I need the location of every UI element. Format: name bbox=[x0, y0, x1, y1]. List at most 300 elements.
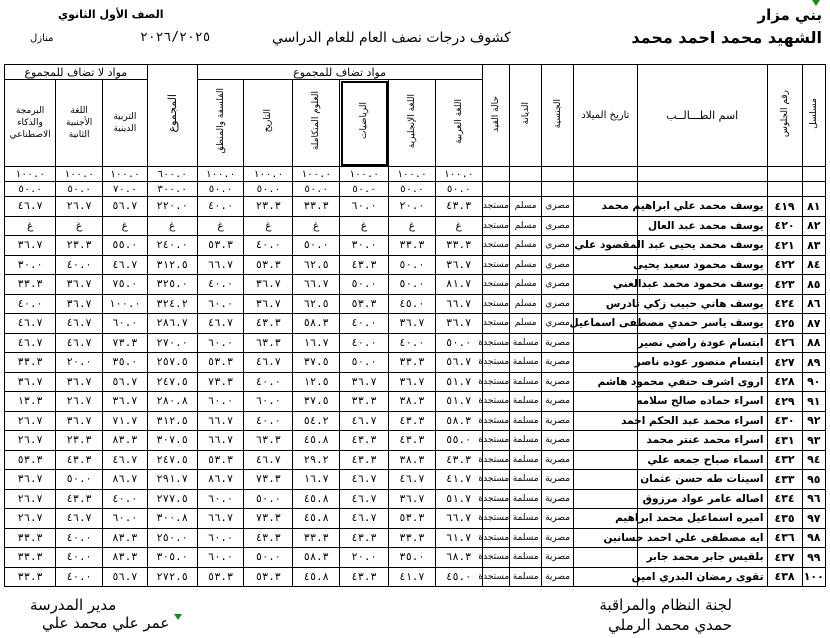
grade-cell: ٨٦.٧ bbox=[197, 470, 244, 490]
student-name-cell: اروى اشرف حنفي محمود هاشم bbox=[637, 372, 767, 392]
grade-cell: ٧٥.٠ bbox=[103, 275, 148, 295]
grade-cell: ١٦.٧ bbox=[293, 470, 340, 490]
grade-cell: ٥٣.٣ bbox=[244, 255, 293, 275]
table-row[interactable] bbox=[5, 353, 826, 373]
birth-date-cell bbox=[574, 567, 638, 587]
grade-cell: ٣٣.٣ bbox=[5, 567, 56, 587]
seat-number-cell: ٤٢٥ bbox=[767, 314, 802, 334]
grade-cell: ٤٠.٠ bbox=[197, 197, 244, 217]
grade-cell: ٦٦.٧ bbox=[293, 275, 340, 295]
grade-cell: ٦٣.٣ bbox=[244, 333, 293, 353]
max-mark-cell: ١٠٠.٠ bbox=[5, 167, 56, 182]
grade-cell: ٦٠.٠ bbox=[197, 333, 244, 353]
grade-cell: ٣٠.٠ bbox=[5, 255, 56, 275]
grade-cell: ٥٦.٧ bbox=[103, 567, 148, 587]
group-added-subjects: مواد تضاف للمجموع bbox=[197, 65, 482, 80]
birth-date-cell bbox=[574, 431, 638, 451]
status-cell: مستجد bbox=[482, 236, 510, 256]
grade-cell: ٥٥.٠ bbox=[435, 431, 482, 451]
grade-cell: ٥٨.٣ bbox=[435, 411, 482, 431]
grade-cell: ٣٣.٣ bbox=[340, 392, 389, 412]
student-name-cell: اسماء صباح جمعه علي bbox=[637, 450, 767, 470]
grade-cell: ٤٣.٣ bbox=[340, 431, 389, 451]
grade-cell: ٣١٢.٥ bbox=[147, 411, 197, 431]
serial-cell: ٨٧ bbox=[802, 314, 825, 334]
nationality-cell: مصري bbox=[542, 294, 574, 314]
student-name-cell: اسينات طه حسن عثمان bbox=[637, 470, 767, 490]
grade-cell: ٣٦.٧ bbox=[435, 314, 482, 334]
min-mark-cell: ٥٠.٠ bbox=[389, 182, 436, 197]
table-row[interactable] bbox=[5, 431, 826, 451]
grade-cell: ٣٠٧.٥ bbox=[147, 431, 197, 451]
grade-cell: غ bbox=[244, 216, 293, 236]
student-name-cell: اسراء محمد عنتر محمد bbox=[637, 431, 767, 451]
min-mark-cell: ٥٠.٠ bbox=[293, 182, 340, 197]
grade-cell: ٤٥.٠ bbox=[389, 294, 436, 314]
grade-cell: ٦٠.٠ bbox=[103, 314, 148, 334]
religion-cell: مسلمة bbox=[510, 372, 542, 392]
grade-cell: غ bbox=[435, 216, 482, 236]
grade-cell: ٦٠.٠ bbox=[340, 197, 389, 217]
birth-date-cell bbox=[574, 450, 638, 470]
grade-cell: ٧٣.٣ bbox=[244, 509, 293, 529]
grade-cell: ٥٠.٠ bbox=[244, 489, 293, 509]
min-mark-cell: ٧٠.٠ bbox=[103, 182, 148, 197]
nationality-cell: مصرية bbox=[542, 548, 574, 568]
seat-number-cell: ٤٢٨ bbox=[767, 372, 802, 392]
nationality-cell: مصرية bbox=[542, 392, 574, 412]
grade-cell: ٦٠.٠ bbox=[197, 489, 244, 509]
grade-cell: ٢٣.٣ bbox=[56, 236, 103, 256]
report-year: ٢٠٢٦/٢٠٢٥ bbox=[140, 30, 211, 45]
grade-cell: ٣٠٥.٠ bbox=[147, 548, 197, 568]
religion-cell: مسلمة bbox=[510, 392, 542, 412]
grade-cell: ٦٦.٧ bbox=[197, 255, 244, 275]
grade-cell: ٤٠.٠ bbox=[56, 528, 103, 548]
grade-cell: ٦٨.٣ bbox=[435, 548, 482, 568]
grade-cell: ٣٦.٧ bbox=[435, 255, 482, 275]
serial-cell: ٨٥ bbox=[802, 275, 825, 295]
seat-number-cell: ٤٣١ bbox=[767, 431, 802, 451]
col-birth-date: تاريخ الميلاد bbox=[574, 65, 638, 167]
grade-cell: ٢٦.٧ bbox=[5, 411, 56, 431]
grade-cell: ٤٥.٨ bbox=[293, 489, 340, 509]
grade-cell: ٢٦.٧ bbox=[5, 509, 56, 529]
grade-cell: ٤٠.٠ bbox=[103, 489, 148, 509]
grade-cell: ٣٦.٧ bbox=[5, 236, 56, 256]
nationality-cell: مصرية bbox=[542, 333, 574, 353]
grade-cell: ٤٣.٣ bbox=[340, 255, 389, 275]
grade-cell: غ bbox=[147, 216, 197, 236]
grade-cell: ٣١٢.٥ bbox=[147, 255, 197, 275]
grade-cell: ٧٣.٣ bbox=[197, 372, 244, 392]
nationality-cell: مصرية bbox=[542, 509, 574, 529]
religion-cell: مسلمة bbox=[510, 489, 542, 509]
empty-cell bbox=[542, 167, 574, 182]
grade-level: الصف الأول الثانوي bbox=[58, 8, 164, 21]
empty-cell bbox=[767, 167, 802, 182]
table-row[interactable] bbox=[5, 411, 826, 431]
col-programming-ai: البرمجة والذكاء الاصطناعي bbox=[5, 80, 56, 167]
grade-cell: ٢٦.٧ bbox=[5, 431, 56, 451]
serial-cell: ٩٠ bbox=[802, 372, 825, 392]
nationality-cell: مصرية bbox=[542, 353, 574, 373]
grade-cell: ٤٣.٣ bbox=[340, 528, 389, 548]
nationality-cell: مصري bbox=[542, 197, 574, 217]
table-row[interactable] bbox=[5, 333, 826, 353]
student-name-cell: اصاله عامر عواد مرزوق bbox=[637, 489, 767, 509]
student-name-cell: يوسف محمود سعيد يحيى bbox=[637, 255, 767, 275]
grade-cell: ٨٣.٣ bbox=[103, 548, 148, 568]
grade-cell: ١٢.٥ bbox=[293, 372, 340, 392]
grade-cell: ٢٦.٧ bbox=[56, 392, 103, 412]
birth-date-cell bbox=[574, 489, 638, 509]
grade-cell: ٥٦.٧ bbox=[103, 372, 148, 392]
status-cell: مستجدة bbox=[482, 392, 510, 412]
min-mark-cell: ٥٠.٠ bbox=[340, 182, 389, 197]
nationality-cell: مصرية bbox=[542, 450, 574, 470]
col-religious-ed: التربية الدينية bbox=[103, 80, 148, 167]
grade-cell: ٤٣.٣ bbox=[389, 431, 436, 451]
seat-number-cell: ٤٣٣ bbox=[767, 470, 802, 490]
grade-cell: ٧٣.٣ bbox=[244, 470, 293, 490]
grade-cell: ٦١.٧ bbox=[435, 528, 482, 548]
grade-cell: ٤٠.٠ bbox=[389, 333, 436, 353]
grade-cell: ٦٠.٠ bbox=[197, 548, 244, 568]
max-mark-cell: ١٠٠.٠ bbox=[340, 167, 389, 182]
grade-cell: ٦٢.٥ bbox=[293, 294, 340, 314]
col-seat-number: رقم الجلوس bbox=[767, 65, 802, 167]
grade-cell: ٥٠.٠ bbox=[340, 353, 389, 373]
birth-date-cell bbox=[574, 392, 638, 412]
table-row[interactable] bbox=[5, 509, 826, 529]
grade-cell: ٨١.٧ bbox=[435, 275, 482, 295]
empty-cell bbox=[574, 167, 638, 182]
birth-date-cell bbox=[574, 470, 638, 490]
nationality-cell: مصرية bbox=[542, 528, 574, 548]
seat-number-cell: ٤٢٩ bbox=[767, 392, 802, 412]
grade-cell: غ bbox=[389, 216, 436, 236]
grade-cell: ٣٦.٧ bbox=[340, 372, 389, 392]
grade-cell: ٤٣.٣ bbox=[56, 489, 103, 509]
col-religion: الديانة bbox=[510, 65, 542, 167]
grade-cell: ٤٣.٣ bbox=[389, 411, 436, 431]
grade-cell: ٣٦.٧ bbox=[5, 372, 56, 392]
grade-cell: ٧١.٧ bbox=[103, 411, 148, 431]
min-mark-cell: ٥٠.٠ bbox=[56, 182, 103, 197]
min-mark-cell: ٣٠٠.٠ bbox=[147, 182, 197, 197]
religion-cell: مسلم bbox=[510, 197, 542, 217]
grade-cell: ٢٠.٠ bbox=[389, 197, 436, 217]
grade-cell: ٥٠.٠ bbox=[389, 275, 436, 295]
empty-cell bbox=[637, 182, 767, 197]
table-row[interactable] bbox=[5, 450, 826, 470]
table-row[interactable] bbox=[5, 372, 826, 392]
status-cell: مستجدة bbox=[482, 353, 510, 373]
committee-title: لجنة النظام والمراقبة bbox=[599, 596, 732, 614]
grade-cell: ٢٣.٣ bbox=[56, 431, 103, 451]
grade-cell: ٣٣.٣ bbox=[389, 236, 436, 256]
status-cell: مستجد bbox=[482, 216, 510, 236]
grade-cell: ٦٢.٥ bbox=[293, 255, 340, 275]
grade-cell: ٥٣.٣ bbox=[340, 294, 389, 314]
grade-cell: ٤٦.٧ bbox=[340, 470, 389, 490]
grade-cell: ٤٠.٠ bbox=[244, 372, 293, 392]
nationality-cell: مصرية bbox=[542, 489, 574, 509]
col-serial: مسلسل bbox=[802, 65, 825, 167]
grade-cell: ٢٧٠.٠ bbox=[147, 333, 197, 353]
serial-cell: ١٠٠ bbox=[802, 567, 825, 587]
col-english: اللغة الإنجليزية bbox=[389, 80, 436, 167]
empty-cell bbox=[767, 182, 802, 197]
serial-cell: ٨١ bbox=[802, 197, 825, 217]
grade-cell: ٢٧٧.٥ bbox=[147, 489, 197, 509]
grade-cell: ١٣.٣ bbox=[5, 392, 56, 412]
principal-name: عمر علي محمد علي bbox=[42, 614, 170, 632]
serial-cell: ٨٣ bbox=[802, 236, 825, 256]
report-title: كشوف درجات نصف العام للعام الدراسي bbox=[272, 30, 511, 46]
table-row[interactable] bbox=[5, 255, 826, 275]
grade-cell: ٤٣.٣ bbox=[435, 197, 482, 217]
col-philosophy: الفلسفة والمنطق bbox=[197, 80, 244, 167]
grade-cell: ٤٦.٧ bbox=[56, 509, 103, 529]
grade-cell: ٣٦.٧ bbox=[244, 294, 293, 314]
grade-cell: ٥٠.٠ bbox=[340, 275, 389, 295]
grade-cell: ٣٨.٣ bbox=[389, 450, 436, 470]
grade-cell: ٥٠.٠ bbox=[435, 333, 482, 353]
table-row[interactable] bbox=[5, 567, 826, 587]
grade-cell: ٦٣.٣ bbox=[244, 431, 293, 451]
grade-cell: ٦٠.٠ bbox=[197, 392, 244, 412]
student-name-cell: يوسف ياسر حمدي مصطفى اسماعيل bbox=[637, 314, 767, 334]
serial-cell: ٩١ bbox=[802, 392, 825, 412]
grade-cell: ٥٤.٢ bbox=[293, 411, 340, 431]
grade-cell: ٣٠.٠ bbox=[340, 236, 389, 256]
grade-cell: ٧٣.٣ bbox=[103, 333, 148, 353]
max-mark-cell: ١٠٠.٠ bbox=[197, 167, 244, 182]
status-cell: مستجدة bbox=[482, 528, 510, 548]
table-row[interactable] bbox=[5, 392, 826, 412]
birth-date-cell bbox=[574, 216, 638, 236]
grade-cell: ٤٦.٧ bbox=[340, 509, 389, 529]
nationality-cell: مصري bbox=[542, 314, 574, 334]
grade-cell: ٤١.٧ bbox=[435, 470, 482, 490]
grade-cell: ٢٦.٧ bbox=[5, 489, 56, 509]
min-marks-row bbox=[5, 182, 826, 197]
max-mark-cell: ١٠٠.٠ bbox=[103, 167, 148, 182]
grade-cell: ٣٣.٣ bbox=[5, 548, 56, 568]
min-mark-cell: ٥٠.٠ bbox=[5, 182, 56, 197]
status-cell: مستجدة bbox=[482, 509, 510, 529]
min-mark-cell: ٥٠.٠ bbox=[435, 182, 482, 197]
col-science: العلوم المتكاملة bbox=[293, 80, 340, 167]
table-row[interactable] bbox=[5, 528, 826, 548]
seat-number-cell: ٤١٩ bbox=[767, 197, 802, 217]
table-row[interactable] bbox=[5, 470, 826, 490]
grade-cell: ٣٦.٧ bbox=[389, 372, 436, 392]
grade-cell: ٤٠.٠ bbox=[244, 236, 293, 256]
grade-cell: ٤٦.٧ bbox=[5, 197, 56, 217]
student-name-cell: ابتسام عودة راضي نصير bbox=[637, 333, 767, 353]
nationality-cell: مصرية bbox=[542, 567, 574, 587]
religion-cell: مسلمة bbox=[510, 509, 542, 529]
col-enrollment-status: حالة القيد bbox=[482, 65, 510, 167]
grade-cell: ٤٦.٧ bbox=[197, 314, 244, 334]
grade-cell: ٦٠.٠ bbox=[197, 294, 244, 314]
table-row[interactable] bbox=[5, 294, 826, 314]
grade-cell: ٢٩١.٧ bbox=[147, 470, 197, 490]
seat-number-cell: ٤٢٤ bbox=[767, 294, 802, 314]
grade-cell: ٤٠.٠ bbox=[244, 411, 293, 431]
grade-cell: ٤٣.٣ bbox=[340, 567, 389, 587]
max-mark-cell: ٦٠٠.٠ bbox=[147, 167, 197, 182]
grade-cell: ٥٣.٣ bbox=[197, 353, 244, 373]
student-name-cell: يوسف محمود محمد عبدالغني bbox=[637, 275, 767, 295]
table-row[interactable] bbox=[5, 489, 826, 509]
committee-name: حمدي محمد الرملي bbox=[608, 616, 732, 634]
grade-cell: ٣٣.٣ bbox=[5, 353, 56, 373]
seat-number-cell: ٤٣٠ bbox=[767, 411, 802, 431]
empty-cell bbox=[542, 182, 574, 197]
col-student-name: اسم الطـــالــب bbox=[637, 65, 767, 167]
grade-cell: ٥٣.٣ bbox=[197, 450, 244, 470]
empty-cell bbox=[482, 182, 510, 197]
grade-cell: ٨٣.٣ bbox=[103, 528, 148, 548]
seat-number-cell: ٤٣٥ bbox=[767, 509, 802, 529]
nationality-cell: مصرية bbox=[542, 470, 574, 490]
grade-cell: ٢٠.٠ bbox=[340, 548, 389, 568]
max-mark-cell: ١٠٠.٠ bbox=[56, 167, 103, 182]
religion-cell: مسلمة bbox=[510, 333, 542, 353]
table-row[interactable] bbox=[5, 314, 826, 334]
status-cell: مستجدة bbox=[482, 372, 510, 392]
grade-cell: ٤٠.٠ bbox=[56, 548, 103, 568]
max-mark-cell: ١٠٠.٠ bbox=[244, 167, 293, 182]
nationality-cell: مصري bbox=[542, 275, 574, 295]
grade-cell: ٦٠.٠ bbox=[103, 509, 148, 529]
grade-cell: ٣٥.٠ bbox=[103, 353, 148, 373]
grade-cell: ٢٧٢.٥ bbox=[147, 567, 197, 587]
student-name-cell: اميره اسماعيل محمد ابراهيم bbox=[637, 509, 767, 529]
serial-cell: ٨٦ bbox=[802, 294, 825, 314]
grade-cell: ٢٤٧.٥ bbox=[147, 450, 197, 470]
table-row[interactable] bbox=[5, 197, 826, 217]
status-cell: مستجدة bbox=[482, 333, 510, 353]
seat-number-cell: ٤٣٨ bbox=[767, 567, 802, 587]
table-row[interactable] bbox=[5, 216, 826, 236]
religion-cell: مسلم bbox=[510, 255, 542, 275]
grade-cell: ٤٦.٧ bbox=[340, 489, 389, 509]
grade-cell: غ bbox=[293, 216, 340, 236]
grade-cell: ٣٦.٧ bbox=[244, 275, 293, 295]
religion-cell: مسلمة bbox=[510, 411, 542, 431]
religion-cell: مسلم bbox=[510, 294, 542, 314]
grade-cell: ٣٣.٣ bbox=[293, 197, 340, 217]
status-cell: مستجدة bbox=[482, 489, 510, 509]
religion-cell: مسلمة bbox=[510, 567, 542, 587]
grade-cell: ٦٦.٧ bbox=[197, 431, 244, 451]
status-cell: مستجدة bbox=[482, 470, 510, 490]
status-cell: مستجد bbox=[482, 314, 510, 334]
grade-cell: ٢٥٠.٠ bbox=[147, 528, 197, 548]
grade-cell: ٢٤٧.٥ bbox=[147, 372, 197, 392]
status-cell: مستجدة bbox=[482, 431, 510, 451]
grade-cell: ٣٦.٧ bbox=[56, 294, 103, 314]
max-marks-row bbox=[5, 167, 826, 182]
status-cell: مستجدة bbox=[482, 567, 510, 587]
grade-cell: ٣٣.٣ bbox=[5, 528, 56, 548]
religion-cell: مسلم bbox=[510, 275, 542, 295]
table-row[interactable] bbox=[5, 548, 826, 568]
grade-cell: ٢٨٦.٧ bbox=[147, 314, 197, 334]
seat-number-cell: ٤٣٤ bbox=[767, 489, 802, 509]
empty-cell bbox=[802, 167, 825, 182]
table-row[interactable] bbox=[5, 236, 826, 256]
grade-cell: ٣٦.٧ bbox=[56, 275, 103, 295]
grade-cell: ٤٥.٨ bbox=[293, 567, 340, 587]
religion-cell: مسلم bbox=[510, 314, 542, 334]
grade-cell: ٤٥.٠ bbox=[435, 567, 482, 587]
serial-cell: ٨٩ bbox=[802, 353, 825, 373]
grade-cell: ٤٦.٧ bbox=[5, 314, 56, 334]
grade-cell: ٢٢٠.٠ bbox=[147, 197, 197, 217]
grade-cell: ٢٦.٧ bbox=[56, 197, 103, 217]
seat-number-cell: ٤٢٧ bbox=[767, 353, 802, 373]
status-cell: مستجدة bbox=[482, 450, 510, 470]
grade-cell: ٤٦.٧ bbox=[340, 411, 389, 431]
table-row[interactable] bbox=[5, 275, 826, 295]
empty-cell bbox=[637, 167, 767, 182]
grade-cell: ٦٦.٧ bbox=[435, 294, 482, 314]
grade-cell: ٤٠.٠ bbox=[56, 255, 103, 275]
grade-cell: ٥٣.٣ bbox=[389, 509, 436, 529]
grade-cell: غ bbox=[5, 216, 56, 236]
nationality-cell: مصري bbox=[542, 216, 574, 236]
seat-number-cell: ٤٢٣ bbox=[767, 275, 802, 295]
serial-cell: ٨٨ bbox=[802, 333, 825, 353]
grade-cell: ٥٠.٠ bbox=[293, 236, 340, 256]
grade-cell: ٤٦.٧ bbox=[56, 333, 103, 353]
grade-cell: ٤٣.٣ bbox=[435, 450, 482, 470]
col-nationality: الجنسية bbox=[542, 65, 574, 167]
col-math[interactable]: الرياضيات bbox=[340, 80, 389, 167]
grade-cell: ٣٦.٧ bbox=[389, 489, 436, 509]
nationality-cell: مصري bbox=[542, 236, 574, 256]
religion-cell: مسلمة bbox=[510, 528, 542, 548]
grade-cell: ٥٣.٣ bbox=[197, 236, 244, 256]
grade-cell: ٤٠.٠ bbox=[340, 333, 389, 353]
grade-cell: ٣٣.٣ bbox=[293, 528, 340, 548]
school-name: الشهيد محمد احمد محمد bbox=[631, 28, 822, 47]
grade-cell: غ bbox=[340, 216, 389, 236]
grade-cell: ٥٨.٣ bbox=[293, 548, 340, 568]
religion-cell: مسلمة bbox=[510, 450, 542, 470]
grade-cell: ٥١.٧ bbox=[435, 392, 482, 412]
grade-cell: ٣٣.٣ bbox=[389, 528, 436, 548]
cell-comment-marker-icon bbox=[812, 0, 820, 6]
max-mark-cell: ١٠٠.٠ bbox=[293, 167, 340, 182]
seat-number-cell: ٤٢١ bbox=[767, 236, 802, 256]
min-mark-cell: ٥٠.٠ bbox=[197, 182, 244, 197]
religion-cell: مسلم bbox=[510, 216, 542, 236]
religion-cell: مسلمة bbox=[510, 470, 542, 490]
birth-date-cell bbox=[574, 255, 638, 275]
seat-number-cell: ٤٢٠ bbox=[767, 216, 802, 236]
grades-table bbox=[4, 64, 826, 587]
grade-cell: ٦٠.٠ bbox=[197, 528, 244, 548]
empty-cell bbox=[510, 182, 542, 197]
nationality-cell: مصري bbox=[542, 255, 574, 275]
